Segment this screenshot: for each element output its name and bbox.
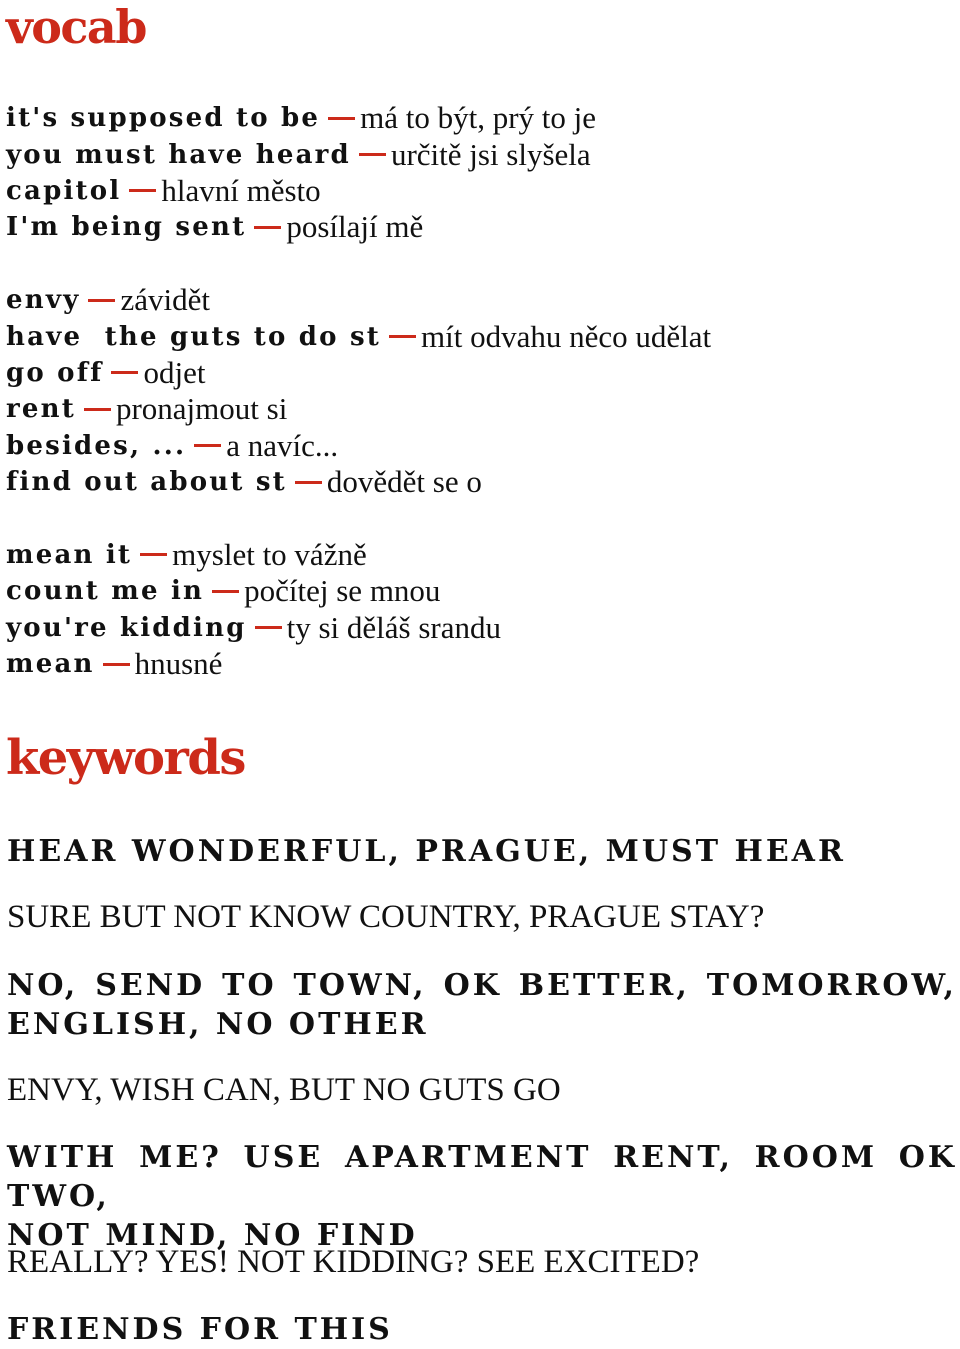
keyword-line: FRIENDS FOR THIS [7,1312,393,1347]
keywords-heading: keywords [6,730,245,786]
dash-separator [255,626,282,629]
vocab-translation: hnusné [134,646,223,682]
vocab-item [6,537,956,573]
vocab-translation: odjet [143,354,206,390]
vocab-term: count me in [6,576,205,607]
vocab-term: mean [6,649,95,680]
vocab-translation: pronajmout si [115,391,288,427]
keyword-line: ENGLISH, NO OTHER [7,1007,429,1042]
keyword-line: SURE BUT NOT KNOW COUNTRY, PRAGUE STAY? [7,899,765,935]
keyword-line: NO, SEND TO TOWN, OK BETTER, TOMORROW, [7,968,957,1003]
vocab-item [6,464,956,500]
group-spacer [6,246,956,282]
vocab-translation: mít odvahu něco udělat [421,318,712,354]
vocab-item [6,355,956,391]
vocab-term: capitol [6,175,122,206]
vocab-translation: ty si děláš srandu [286,609,502,645]
vocab-term: go off [6,357,104,388]
vocab-term: mean it [6,539,133,570]
vocab-item [6,136,956,172]
vocab-term: you must have heard [6,139,351,170]
vocab-translation: závidět [120,282,210,318]
vocab-item [6,428,956,464]
vocab-item [6,318,956,354]
keyword-line: HEAR WONDERFUL, PRAGUE, MUST HEAR [7,834,846,869]
dash-separator [254,226,281,229]
dash-separator [212,590,239,593]
vocab-translation: má to být, prý to je [360,100,597,136]
vocab-item [6,209,956,245]
vocab-item [6,609,956,645]
dash-separator [84,408,111,411]
dash-separator [129,189,156,192]
vocab-item [6,173,956,209]
keyword-line: REALLY? YES! NOT KIDDING? SEE EXCITED? [7,1244,700,1280]
vocab-translation: a navíc... [226,427,339,463]
vocab-translation: počítej se mnou [244,573,441,609]
vocab-term: have the guts to do st [6,321,382,352]
vocab-translation: určitě jsi slyšela [390,136,591,172]
dash-separator [88,299,115,302]
dash-separator [194,444,221,447]
vocab-translation: dovědět se o [326,464,482,500]
group-spacer [6,500,956,536]
dash-separator [103,663,130,666]
keyword-paragraph [7,966,957,1044]
dash-separator [389,335,416,338]
keyword-line: ENVY, WISH CAN, BUT NO GUTS GO [7,1072,561,1108]
vocab-item [6,573,956,609]
vocab-term: I'm being sent [6,212,247,243]
vocab-item [6,100,956,136]
dash-separator [328,117,355,120]
vocab-item [6,282,956,318]
vocab-item [6,646,956,682]
keyword-line: WITH ME? USE APARTMENT RENT, ROOM OK TWO, [7,1140,957,1214]
dash-separator [295,481,322,484]
keyword-paragraph [7,1138,957,1255]
vocab-term: it's supposed to be [6,103,321,134]
dash-separator [359,153,386,156]
dash-separator [111,371,138,374]
keyword-line: NOT MIND, NO FIND [7,1218,418,1253]
vocab-translation: myslet to vážně [172,536,367,572]
vocab-heading: vocab [6,0,146,54]
vocab-list [6,100,956,682]
vocab-term: rent [6,394,76,425]
vocab-term: find out about st [6,467,287,498]
vocab-translation: posílají mě [286,209,424,245]
vocab-item [6,391,956,427]
vocab-term: envy [6,285,81,316]
dash-separator [140,553,167,556]
vocab-term: besides, ... [6,430,187,461]
vocab-term: you're kidding [6,612,247,643]
vocab-translation: hlavní město [161,172,321,208]
